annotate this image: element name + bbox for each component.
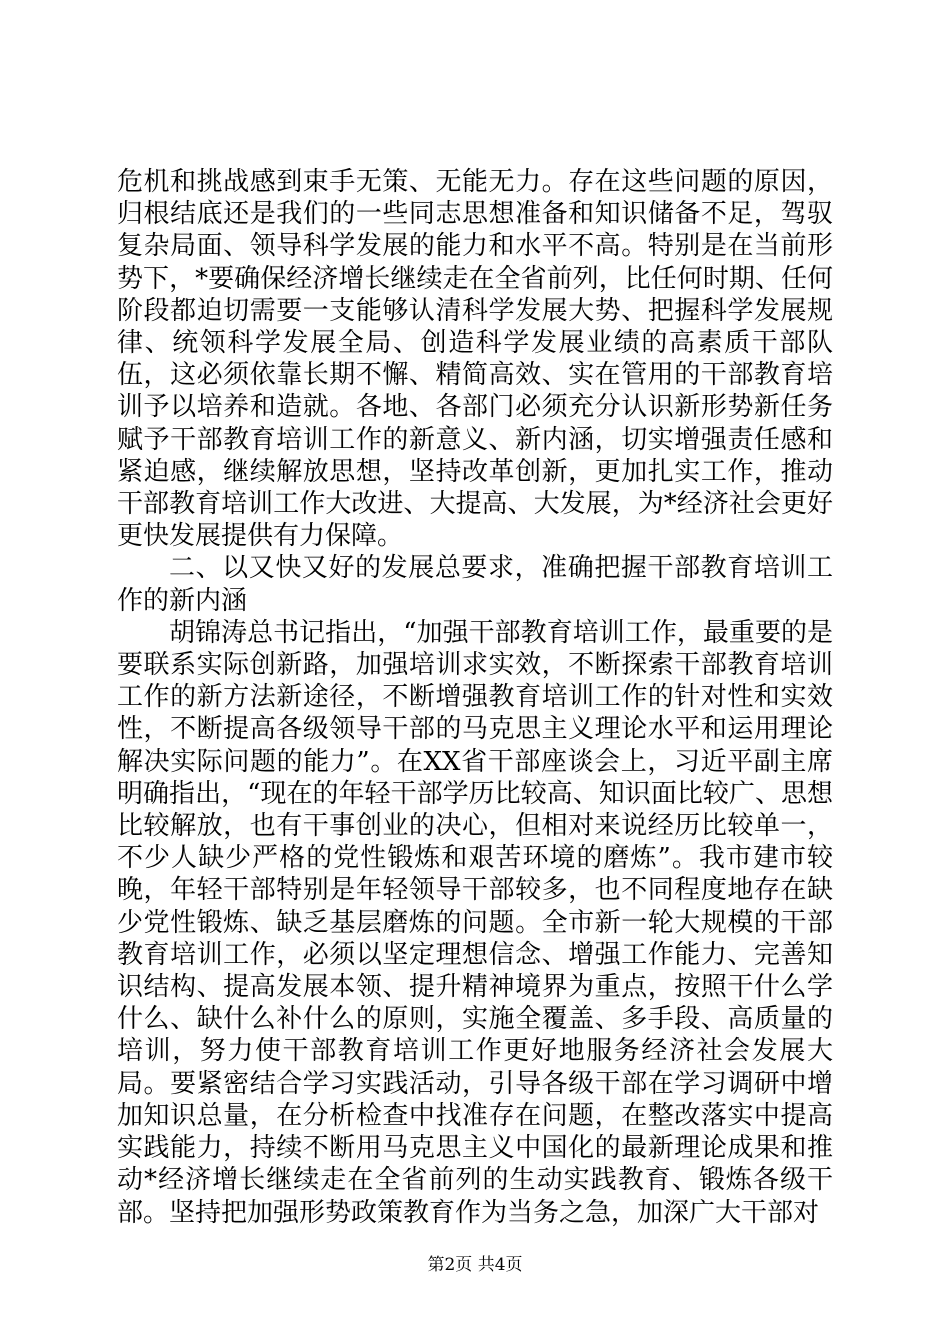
body-paragraph-continued: 危机和挑战感到束手无策、无能无力。存在这些问题的原因，归根结底还是我们的一些同志思想准备和知识储备不足，驾驭复杂局面、领导科学发展的能力和水平不高。特别是在当前形势下，*要确保经济增长继续走在全省前列，比任何时期、任何阶段都迫切需要一支能够认清科学发展大势、把握科学发展规律、统领科学发展全局、创造科学发展业绩的高素质干部队伍，这必须依靠长期不懈、精简高效、实在管用的干部教育培训予以培养和造就。各地、各部门必须充分认识新形势新任务赋予干部教育培训工作的新意义、新内涵，切实增强责任感和紧迫感，继续解放思想，坚持改革创新，更加扎实工作，推动干部教育培训工作大改进、大提高、大发展，为*经济社会更好更快发展提供有力保障。 — [117, 167, 833, 552]
body-paragraph: 胡锦涛总书记指出，“加强干部教育培训工作，最重要的是要联系实际创新路，加强培训求实效，不断探索干部教育培训工作的新方法新途径，不断增强教育培训工作的针对性和实效性，不断提高各级领导干部的马克思主义理论水平和运用理论解决实际问题的能力”。在XX省干部座谈会上，习近平副主席明确指出，“现在的年轻干部学历比较高、知识面比较广、思想比较解放，也有干事创业的决心，但相对来说经历比较单一，不少人缺少严格的党性锻炼和艰苦环境的磨炼”。我市建市较晚，年轻干部特别是年轻领导干部较多，也不同程度地存在缺少党性锻炼、缺乏基层磨炼的问题。全市新一轮大规模的干部教育培训工作，必须以坚定理想信念、增强工作能力、完善知识结构、提高发展本领、提升精神境界为重点，按照干什么学什么、缺什么补什么的原则，实施全覆盖、多手段、高质量的培训，努力使干部教育培训工作更好地服务经济社会发展大局。要紧密结合学习实践活动，引导各级干部在学习调研中增加知识总量，在分析检查中找准存在问题，在整改落实中提高实践能力，持续不断用马克思主义中国化的最新理论成果和推动*经济增长继续走在全省前列的生动实践教育、锻炼各级干部。坚持把加强形势政策教育作为当务之急，加深广大干部对 — [117, 617, 833, 1228]
document-body — [117, 166, 833, 1229]
section-heading: 二、以又快又好的发展总要求，准确把握干部教育培训工作的新内涵 — [117, 553, 833, 616]
page-footer: 第2页 共4页 — [427, 1255, 523, 1275]
